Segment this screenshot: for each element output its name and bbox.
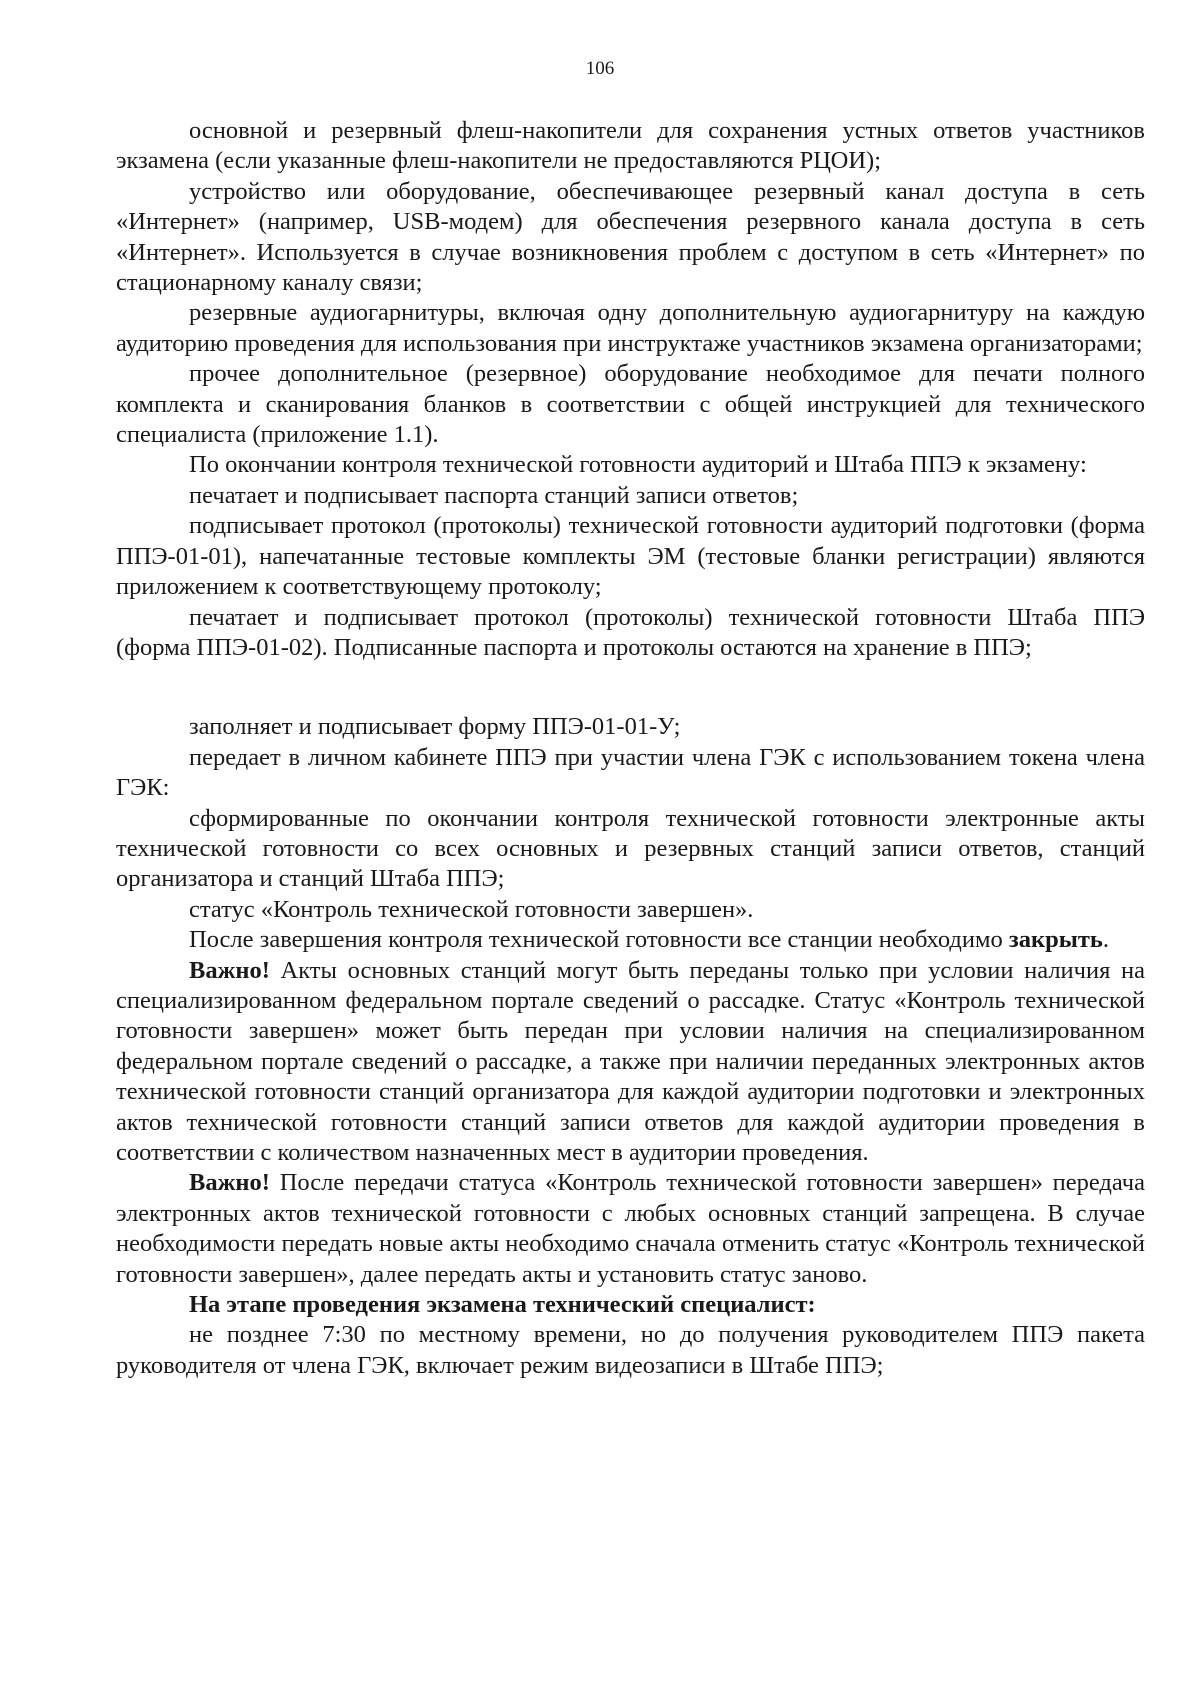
paragraph: печатает и подписывает протокол (протоколы) технической готовности Штаба ППЭ (форма ППЭ-01-02). Подписанные паспорта и протоколы остаются на хранение в ППЭ; (116, 603, 1145, 661)
paragraph: основной и резервный флеш-накопители для сохранения устных ответов участников экзамена (если указанные флеш-накопители не предоставляются РЦОИ); (116, 117, 1145, 175)
important-text: После передачи статуса «Контроль технической готовности завершен» передача электронных актов технической готовности с любых основных станций запрещена. В случае необходимости передать новые акты необходимо сначала отменить статус «Контроль технической готовности завершен», далее передать акты и установить статус заново. (116, 1169, 1145, 1288)
paragraph-group-after-gap (116, 712, 1145, 925)
paragraph: печатает и подписывает паспорта станций записи ответов; (189, 481, 799, 509)
page-number: 106 (585, 58, 615, 79)
close-stations-bold: закрыть (1008, 926, 1103, 954)
important-text: Акты основных станций могут быть переданы только при условии наличия на специализированном федеральном портале сведений о рассадке. Статус «Контроль технической готовности завершен» может быть передан при условии наличия на специализированном федеральном портале сведений о рассадке, а также при наличии переданных электронных актов технической готовности станций организатора для каждой аудитории подготовки и электронных актов технической готовности станций записи ответов для каждой аудитории проведения в соответствии с количеством назначенных мест в аудитории проведения. (116, 956, 1145, 1166)
paragraph: статус «Контроль технической готовности завершен». (189, 895, 754, 923)
close-stations-paragraph (116, 925, 1145, 955)
paragraph: устройство или оборудование, обеспечивающее резервный канал доступа в сеть «Интернет» (например, USB-модем) для обеспечения резервного канала доступа в сеть «Интернет». Используется в случае возникновения проблем с доступом в сеть «Интернет» по стационарному каналу связи; (116, 177, 1145, 297)
paragraph: резервные аудиогарнитуры, включая одну дополнительную аудиогарнитуру на каждую аудиторию проведения для использования при инструктаже участников экзамена организаторами; (116, 299, 1145, 357)
important-label: Важно! (189, 956, 270, 984)
important-note-2 (116, 1168, 1145, 1290)
close-stations-text: После завершения контроля технической готовности все станции необходимо (189, 926, 1009, 954)
important-label: Важно! (189, 1169, 270, 1197)
close-stations-tail: . (1102, 926, 1109, 954)
stage-heading-text: На этапе проведения экзамена технический специалист: (189, 1291, 816, 1319)
paragraph: передает в личном кабинете ППЭ при участии члена ГЭК с использованием токена члена ГЭК: (116, 743, 1145, 802)
important-note-1 (116, 956, 1145, 1169)
paragraph: заполняет и подписывает форму ППЭ-01-01-У; (189, 713, 681, 741)
document-body (116, 116, 1145, 1381)
paragraph: подписывает протокол (протоколы) технической готовности аудиторий подготовки (форма ППЭ-01-01), напечатанные тестовые комплекты ЭМ (тестовые бланки регистрации) являются приложением к соответствующему протоколу; (116, 512, 1145, 601)
paragraph: По окончании контроля технической готовности аудиторий и Штаба ППЭ к экзамену: (189, 451, 1087, 479)
stage-heading (116, 1290, 1145, 1320)
paragraph: сформированные по окончании контроля технической готовности электронные акты технической готовности со всех основных и резервных станций записи ответов, станций организатора и станций Штаба ППЭ; (116, 804, 1145, 893)
paragraph-group-before-gap (116, 116, 1145, 663)
final-paragraph: не позднее 7:30 по местному времени, но до получения руководителем ППЭ пакета руководителя от члена ГЭК, включает режим видеозаписи в Штабе ППЭ; (116, 1321, 1145, 1379)
paragraph: прочее дополнительное (резервное) оборудование необходимое для печати полного комплекта и сканирования бланков в соответствии с общей инструкцией для технического специалиста (приложение 1.1). (116, 360, 1145, 449)
blank-space (116, 663, 1145, 712)
